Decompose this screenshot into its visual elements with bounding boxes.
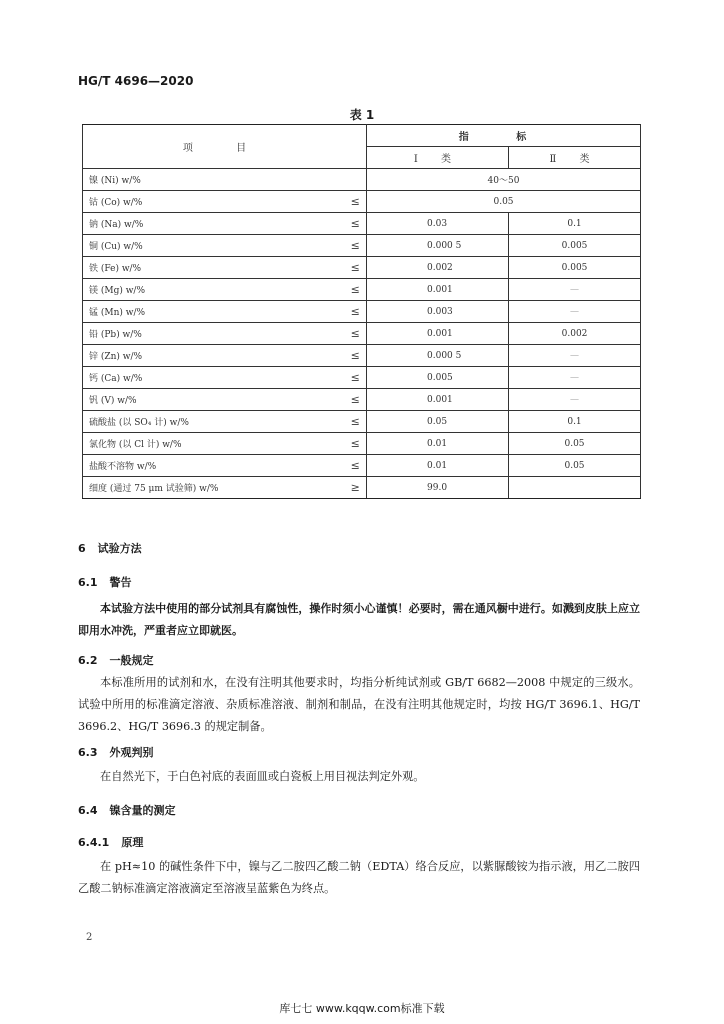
row-value-class-1: 0.001 [367, 389, 509, 411]
row-value-class-1: 0.000 5 [367, 345, 509, 367]
table-title: 表 1 [349, 108, 375, 122]
section-title: 一般规定 [109, 654, 154, 667]
row-value-shared: 40～50 [367, 169, 641, 191]
row-item-label: 铁 (Fe) w/% [83, 257, 345, 279]
appearance-paragraph: 在自然光下，于白色衬底的表面皿或白瓷板上用目视法判定外观。 [100, 770, 425, 783]
row-value-class-2: 0.1 [509, 213, 641, 235]
row-item-label: 钙 (Ca) w/% [83, 367, 345, 389]
section-number: 6.4 [78, 804, 98, 817]
row-value-class-1: 0.05 [367, 411, 509, 433]
table-row [83, 257, 641, 279]
row-comparison-symbol: ≤ [345, 191, 367, 213]
section-6-3-heading [78, 744, 154, 760]
table-row [83, 367, 641, 389]
row-item-label: 镍 (Ni) w/% [83, 169, 345, 191]
row-item-label: 锰 (Mn) w/% [83, 301, 345, 323]
table-row [83, 411, 641, 433]
row-value-class-2: — [509, 301, 641, 323]
row-comparison-symbol: ≤ [345, 345, 367, 367]
row-comparison-symbol: ≤ [345, 389, 367, 411]
table-row [83, 455, 641, 477]
row-comparison-symbol: ≥ [345, 477, 367, 499]
download-footer: 库七七 www.kqqw.com标准下载 [279, 1002, 445, 1015]
row-value-class-1: 0.03 [367, 213, 509, 235]
row-value-class-2: 0.005 [509, 235, 641, 257]
row-comparison-symbol: ≤ [345, 323, 367, 345]
table-row [83, 213, 641, 235]
row-value-class-2: 0.05 [509, 433, 641, 455]
header-item: 项 目 [83, 125, 367, 169]
row-value-class-2: — [509, 279, 641, 301]
row-value-class-1: 0.005 [367, 367, 509, 389]
section-6-2-heading [78, 652, 154, 668]
section-number: 6.3 [78, 746, 98, 759]
section-number: 6.4.1 [78, 836, 110, 849]
row-value-class-1: 0.000 5 [367, 235, 509, 257]
section-title: 警告 [109, 576, 132, 589]
principle-paragraph: 在 pH≈10 的碱性条件下中，镍与乙二胺四乙酸二钠（EDTA）络合反应，以紫脲酸铵为指示液，用乙二胺四乙酸二钠标准滴定溶液滴定至溶液呈蓝紫色为终点。 [78, 860, 640, 895]
table-row [83, 279, 641, 301]
row-value-class-2: 0.005 [509, 257, 641, 279]
row-value-class-1: 0.001 [367, 323, 509, 345]
row-item-label: 钒 (V) w/% [83, 389, 345, 411]
row-item-label: 镁 (Mg) w/% [83, 279, 345, 301]
row-comparison-symbol: ≤ [345, 235, 367, 257]
row-item-label: 细度 (通过 75 μm 试验筛) w/% [83, 477, 345, 499]
header-index: 指 标 [367, 125, 641, 147]
row-value-class-2 [509, 477, 641, 499]
header-class-2: Ⅱ 类 [509, 147, 641, 169]
row-value-class-1: 0.002 [367, 257, 509, 279]
section-title: 镍含量的测定 [109, 804, 176, 817]
section-number: 6 [78, 542, 86, 555]
section-6-heading [78, 540, 142, 556]
section-6-1-heading [78, 574, 132, 590]
row-value-class-2: 0.002 [509, 323, 641, 345]
table-header-row [83, 125, 641, 147]
section-number: 6.1 [78, 576, 98, 589]
general-rules-paragraph: 本标准所用的试剂和水，在没有注明其他要求时，均指分析纯试剂或 GB/T 6682—2008 中规定的三级水。试验中所用的标准滴定溶液、杂质标准溶液、制剂和制品，在没有注明其他规定时，均按 HG/T 3696.1、HG/T 3696.2、HG/T 3696.3 的规定制备。 [78, 676, 640, 733]
row-comparison-symbol: ≤ [345, 301, 367, 323]
section-6-4-heading [78, 802, 176, 818]
page-number: 2 [86, 932, 93, 943]
row-value-class-1: 0.003 [367, 301, 509, 323]
row-value-class-1: 0.01 [367, 433, 509, 455]
row-value-class-2: 0.1 [509, 411, 641, 433]
row-comparison-symbol: ≤ [345, 367, 367, 389]
table-row [83, 477, 641, 499]
row-comparison-symbol: ≤ [345, 433, 367, 455]
table-row [83, 345, 641, 367]
table-row [83, 191, 641, 213]
row-comparison-symbol: ≤ [345, 257, 367, 279]
row-value-shared: 0.05 [367, 191, 641, 213]
table-row [83, 323, 641, 345]
row-value-class-2: — [509, 389, 641, 411]
warning-paragraph: 本试验方法中使用的部分试剂具有腐蚀性，操作时须小心谨慎！必要时，需在通风橱中进行。如溅到皮肤上应立即用水冲洗，严重者应立即就医。 [78, 602, 640, 637]
row-value-class-2: — [509, 367, 641, 389]
table-row [83, 301, 641, 323]
table-row [83, 433, 641, 455]
row-item-label: 钴 (Co) w/% [83, 191, 345, 213]
spec-table [82, 124, 641, 499]
header-class-1: Ⅰ 类 [367, 147, 509, 169]
row-comparison-symbol [345, 169, 367, 191]
section-title: 试验方法 [97, 542, 142, 555]
row-value-class-2: — [509, 345, 641, 367]
row-item-label: 钠 (Na) w/% [83, 213, 345, 235]
row-item-label: 铅 (Pb) w/% [83, 323, 345, 345]
row-item-label: 铜 (Cu) w/% [83, 235, 345, 257]
row-item-label: 盐酸不溶物 w/% [83, 455, 345, 477]
row-value-class-1: 0.001 [367, 279, 509, 301]
standard-code: HG/T 4696—2020 [78, 74, 194, 88]
row-value-class-1: 0.01 [367, 455, 509, 477]
row-value-class-1: 99.0 [367, 477, 509, 499]
table-row [83, 235, 641, 257]
row-item-label: 氯化物 (以 Cl 计) w/% [83, 433, 345, 455]
section-title: 原理 [121, 836, 144, 849]
table-row [83, 169, 641, 191]
section-title: 外观判别 [109, 746, 154, 759]
row-item-label: 锌 (Zn) w/% [83, 345, 345, 367]
section-6-4-1-heading [78, 834, 143, 850]
row-comparison-symbol: ≤ [345, 213, 367, 235]
row-comparison-symbol: ≤ [345, 411, 367, 433]
section-number: 6.2 [78, 654, 98, 667]
row-comparison-symbol: ≤ [345, 279, 367, 301]
row-value-class-2: 0.05 [509, 455, 641, 477]
table-row [83, 389, 641, 411]
row-item-label: 硫酸盐 (以 SO₄ 计) w/% [83, 411, 345, 433]
row-comparison-symbol: ≤ [345, 455, 367, 477]
